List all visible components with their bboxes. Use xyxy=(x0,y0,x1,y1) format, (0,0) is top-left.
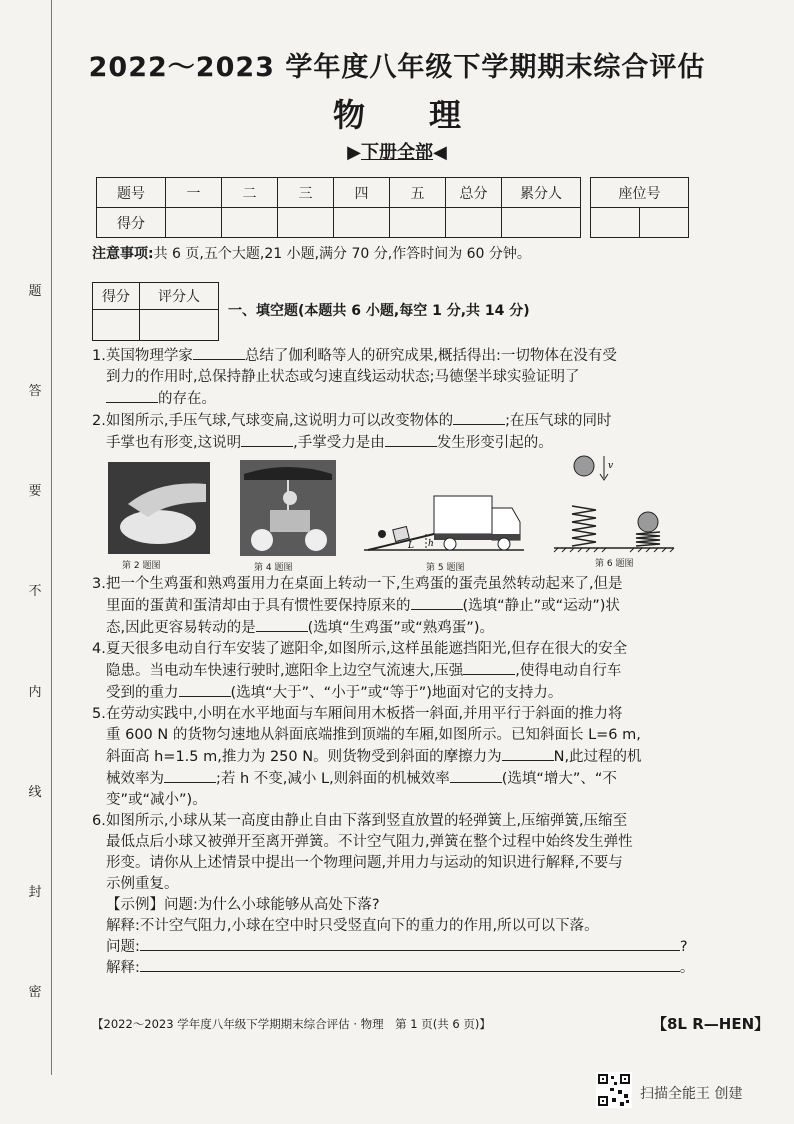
q2-text: 2.如图所示,手压气球,气球变扁,这说明力可以改变物体的 xyxy=(92,413,454,429)
q3-blank-1[interactable] xyxy=(411,595,463,610)
q3-text: 态,因此更容易转动的是 xyxy=(106,620,256,636)
score-header: 题号 xyxy=(97,178,166,208)
q5-text: 斜面高 h=1.5 m,推力为 250 N。则货物受到斜面的摩擦力为 xyxy=(106,749,502,765)
q5-blank-1[interactable] xyxy=(502,746,554,761)
score-cell[interactable] xyxy=(166,208,222,238)
q3-text: (选填“静止”或“运动”)状 xyxy=(462,598,620,614)
q4-text: 受到的重力 xyxy=(106,685,179,701)
margin-char: 封 xyxy=(28,884,42,900)
figure-4-caption: 第 4 题图 xyxy=(254,563,293,573)
figure-6-caption: 第 6 题图 xyxy=(595,559,634,569)
q1-blank-2[interactable] xyxy=(106,388,158,403)
questions-1-2 xyxy=(92,345,722,454)
q2-text: ,手掌受力是由 xyxy=(293,435,385,451)
q5-text: N,此过程的机 xyxy=(553,749,642,765)
q6-question-mark: ? xyxy=(679,939,688,955)
q5-text: 重 600 N 的货物匀速地从斜面底端推到顶端的车厢,如图所示。已知斜面长 L=6 m, xyxy=(106,727,641,743)
q5-text: 5.在劳动实践中,小明在水平地面与车厢间用木板搭一斜面,并用平行于斜面的推力将 xyxy=(92,706,623,722)
score-header: 一 xyxy=(166,178,222,208)
margin-char: 密 xyxy=(28,984,42,1000)
q2-blank-2[interactable] xyxy=(241,432,293,447)
figure-5-caption: 第 5 题图 xyxy=(426,563,465,573)
q5-text: 械效率为 xyxy=(106,771,164,787)
q3-text: 3.把一个生鸡蛋和熟鸡蛋用力在桌面上转动一下,生鸡蛋的蛋壳虽然转动起来了,但是 xyxy=(92,576,623,592)
grader-score-label: 得分 xyxy=(93,283,140,310)
score-header: 二 xyxy=(222,178,278,208)
q6-example-question: 【示例】问题:为什么小球能够从高处下落? xyxy=(106,897,380,913)
score-cell[interactable] xyxy=(278,208,334,238)
figure-2 xyxy=(108,462,210,571)
q6-question-label: 问题: xyxy=(106,939,140,955)
seat-table xyxy=(590,177,689,238)
figure-5 xyxy=(364,484,524,573)
q5-blank-2[interactable] xyxy=(164,768,216,783)
seat-cell[interactable] xyxy=(591,208,640,238)
notice-label: 注意事项: xyxy=(92,246,154,262)
scanner-watermark: 扫描全能王 创建 xyxy=(640,1086,743,1102)
q1-text: 的存在。 xyxy=(158,391,216,407)
scope-label: ▶下册全部◀ xyxy=(347,142,447,163)
q4-blank-1[interactable] xyxy=(463,660,515,675)
score-header: 四 xyxy=(334,178,390,208)
questions-3-6 xyxy=(92,574,722,979)
score-cell[interactable] xyxy=(390,208,446,238)
score-row-label: 得分 xyxy=(97,208,166,238)
margin-char: 内 xyxy=(28,684,42,700)
score-header: 累分人 xyxy=(502,178,581,208)
q6-text: 6.如图所示,小球从某一高度由静止自由下落到竖直放置的轻弹簧上,压缩弹簧,压缩至 xyxy=(92,813,628,829)
q1-text: 到力的作用时,总保持静止状态或匀速直线运动状态;马德堡半球实验证明了 xyxy=(106,369,580,385)
label-h: h xyxy=(428,539,434,549)
score-table xyxy=(96,177,581,238)
q5-text: ;若 h 不变,减小 L,则斜面的机械效率 xyxy=(216,771,450,787)
margin-char: 答 xyxy=(28,384,42,400)
q5-blank-3[interactable] xyxy=(450,768,502,783)
margin-char: 不 xyxy=(28,584,42,600)
figure-2-caption: 第 2 题图 xyxy=(122,561,161,571)
seat-label: 座位号 xyxy=(591,178,689,208)
subject-title: 物 理 xyxy=(332,96,461,134)
score-header: 三 xyxy=(278,178,334,208)
q6-answer-period: 。 xyxy=(679,960,695,976)
section-1-heading: 一、填空题(本题共 6 小题,每空 1 分,共 14 分) xyxy=(228,303,530,319)
margin-char: 题 xyxy=(28,284,42,299)
grader-label: 评分人 xyxy=(140,283,219,310)
qr-code-icon xyxy=(596,1072,632,1108)
score-cell[interactable] xyxy=(446,208,502,238)
balloon-hand-illustration xyxy=(108,462,210,554)
scooter-umbrella-illustration xyxy=(240,460,336,556)
q6-example-answer: 解释:不计空气阻力,小球在空中时只受竖直向下的重力的作用,所以可以下落。 xyxy=(106,918,599,934)
binding-margin-text xyxy=(24,280,46,1000)
figure-4 xyxy=(240,460,336,573)
label-v: v xyxy=(608,461,614,471)
q1-text: 1.英国物理学家 xyxy=(92,348,193,364)
q2-blank-3[interactable] xyxy=(385,432,437,447)
score-cell[interactable] xyxy=(222,208,278,238)
score-header: 五 xyxy=(390,178,446,208)
q6-text: 形变。请你从上述情景中提出一个物理问题,并用力与运动的知识进行解释,不要与 xyxy=(106,855,623,871)
notice xyxy=(92,243,531,263)
exam-code: 【8L R—HEN】 xyxy=(652,1015,770,1033)
ball-spring-illustration xyxy=(550,454,680,554)
q4-text: ,使得电动自行车 xyxy=(515,663,622,679)
truck-ramp-illustration xyxy=(364,484,524,556)
q1-blank-1[interactable] xyxy=(193,345,245,360)
q4-text: 4.夏天很多电动自行车安装了遮阳伞,如图所示,这样虽能遮挡阳光,但存在很大的安全 xyxy=(92,641,628,657)
q4-blank-2[interactable] xyxy=(179,682,231,697)
scope-text: 下册全部 xyxy=(361,142,433,163)
q3-text: (选填“生鸡蛋”或“熟鸡蛋”)。 xyxy=(307,620,494,636)
q2-text: 发生形变引起的。 xyxy=(436,435,553,451)
score-cell[interactable] xyxy=(502,208,581,238)
grader-name-cell[interactable] xyxy=(140,310,219,341)
seat-cell[interactable] xyxy=(640,208,689,238)
page-footer: 【2022～2023 学年度八年级下学期期末综合评估 · 物理 第 1 页(共 6 页)】 xyxy=(92,1017,491,1031)
q2-text: ;在压气球的同时 xyxy=(505,413,612,429)
figure-6 xyxy=(550,454,680,569)
notice-text: 共 6 页,五个大题,21 小题,满分 70 分,作答时间为 60 分钟。 xyxy=(153,246,531,262)
score-header: 总分 xyxy=(446,178,502,208)
q6-question-line[interactable] xyxy=(140,950,680,951)
q3-blank-2[interactable] xyxy=(256,617,308,632)
q6-text: 示例重复。 xyxy=(106,876,179,892)
q4-text: 隐患。当电动车快速行驶时,遮阳伞上边空气流速大,压强 xyxy=(106,663,464,679)
q4-text: (选填“大于”、“小于”或“等于”)地面对它的支持力。 xyxy=(230,685,563,701)
q2-text: 手掌也有形变,这说明 xyxy=(106,435,242,451)
q1-text: 总结了伽利略等人的研究成果,概括得出:一切物体在没有受 xyxy=(244,348,617,364)
q5-text: 变”或“减小”)。 xyxy=(106,792,207,808)
q6-answer-label: 解释: xyxy=(106,960,140,976)
q6-text: 最低点后小球又被弹开至离开弹簧。不计空气阻力,弹簧在整个过程中始终发生弹性 xyxy=(106,834,633,850)
q6-answer-line[interactable] xyxy=(140,971,680,972)
grader-box xyxy=(92,282,219,341)
q5-text: (选填“增大”、“不 xyxy=(501,771,617,787)
qr-code-graphic xyxy=(596,1072,632,1108)
margin-char: 线 xyxy=(28,784,42,800)
score-cell[interactable] xyxy=(334,208,390,238)
q2-blank-1[interactable] xyxy=(453,410,505,425)
exam-title: 2022～2023 学年度八年级下学期期末综合评估 xyxy=(88,52,706,83)
grader-score-cell[interactable] xyxy=(93,310,140,341)
label-L: L xyxy=(408,541,414,551)
margin-char: 要 xyxy=(28,484,42,500)
q3-text: 里面的蛋黄和蛋清却由于具有惯性要保持原来的 xyxy=(106,598,411,614)
